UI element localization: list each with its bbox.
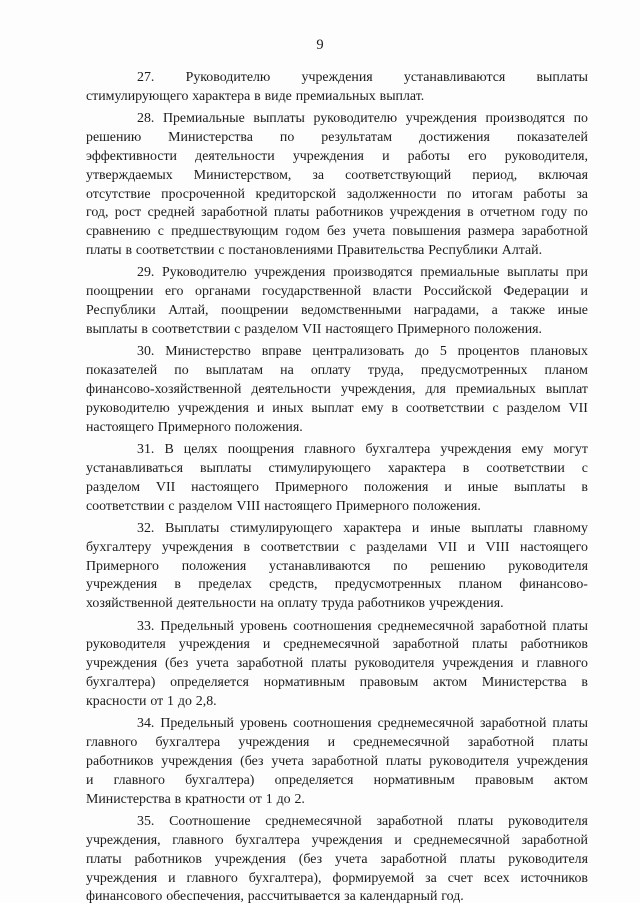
paragraph-line: 27. Руководителю учреждения устанавливаются выплаты xyxy=(137,70,588,85)
paragraph-line: хозяйственной деятельности на оплату труда работников учреждения. xyxy=(86,596,504,612)
paragraph-line: 35. Соотношение среднемесячной заработной платы руководителя xyxy=(137,814,588,830)
paragraph xyxy=(86,110,588,261)
paragraph-line: платы в соответствии с постановлениями Правительства Республики Алтай. xyxy=(86,243,543,259)
paragraph-line: соответствии с разделом VIII настоящего Примерного положения. xyxy=(86,498,481,514)
paragraph-line: учреждения (без учета заработной платы руководителя учреждения и главного xyxy=(86,656,588,672)
paragraph-line: сравнению с предшествующим годом без учета повышения размера заработной xyxy=(86,224,588,240)
paragraph-line: устанавливаться выплаты стимулирующего характера в соответствии с xyxy=(86,460,588,476)
paragraph xyxy=(86,715,588,809)
paragraph-line: и главного бухгалтера) определяется нормативным правовым актом xyxy=(86,772,588,788)
paragraph-line: Республики Алтай, поощрении ведомственными наградами, а также иные xyxy=(86,303,588,319)
paragraph-line: решению Министерства по результатам достижения показателей xyxy=(86,130,588,146)
paragraph-line: 33. Предельный уровень соотношения среднемесячной заработной платы xyxy=(137,618,588,634)
paragraph-line: бухгалтеру учреждения в соответствии с разделами VII и VIII настоящего xyxy=(86,539,588,555)
paragraph-line: стимулирующего характера в виде премиальных выплат. xyxy=(86,88,425,104)
page-number: 9 xyxy=(316,37,324,53)
paragraph-line: Примерного положения устанавливаются по решению руководителя xyxy=(86,558,588,574)
paragraph-line: эффективности деятельности учреждения и работы его руководителя, xyxy=(86,148,588,164)
paragraph-line: показателей по выплатам на оплату труда, предусмотренных планом xyxy=(86,363,588,379)
paragraph-line: год, рост средней заработной платы работников учреждения в отчетном году по xyxy=(86,205,588,221)
paragraph-line: руководителю учреждения и иных выплат ему в соответствии с разделом VII xyxy=(86,400,588,416)
paragraph xyxy=(86,618,588,712)
paragraph-line: Министерства в кратности от 1 до 2. xyxy=(86,791,305,807)
paragraph-line: красности от 1 до 2,8. xyxy=(86,694,217,709)
paragraph xyxy=(86,520,588,614)
paragraph xyxy=(86,264,588,339)
paragraph-line: финансового обеспечения, рассчитывается за календарный год. xyxy=(86,889,464,905)
paragraph-line: отсутствие просроченной кредиторской задолженности по итогам работы за xyxy=(86,186,588,202)
paragraph xyxy=(86,813,588,907)
paragraph-line: 30. Министерство вправе централизовать до 5 процентов плановых xyxy=(137,344,588,360)
paragraph-line: учреждения, главного бухгалтера учреждения и среднемесячной заработной xyxy=(86,832,588,848)
paragraph-line: 29. Руководителю учреждения производятся премиальные выплаты при xyxy=(137,265,588,281)
paragraph-line: 34. Предельный уровень соотношения среднемесячной заработной платы xyxy=(137,716,588,732)
document-body xyxy=(86,69,588,907)
paragraph-line: руководителя учреждения и среднемесячной заработной платы работников xyxy=(86,637,588,653)
paragraph-line: бухгалтера) определяется нормативным правовым актом Министерства в xyxy=(86,675,588,691)
paragraph-line: учреждения в пределах средств, предусмотренных планом финансово- xyxy=(86,577,588,593)
paragraph-line: 28. Премиальные выплаты руководителю учреждения производятся по xyxy=(137,111,588,127)
paragraph-line: 31. В целях поощрения главного бухгалтера учреждения ему могут xyxy=(137,442,588,458)
paragraph-line: настоящего Примерного положения. xyxy=(86,419,303,435)
paragraph xyxy=(86,343,588,437)
paragraph-line: выплаты в соответствии с разделом VII настоящего Примерного положения. xyxy=(86,321,543,337)
paragraph-line: разделом VII настоящего Примерного положения и иные выплаты в xyxy=(86,479,588,495)
paragraph-line: поощрении его органами государственной власти Российской Федерации и xyxy=(86,284,588,300)
paragraph xyxy=(86,441,588,516)
paragraph-line: учреждения и главного бухгалтера), формируемой за счет всех источников xyxy=(86,870,588,886)
paragraph-line: утверждаемых Министерством, за соответствующий период, включая xyxy=(86,167,588,183)
paragraph-line: 32. Выплаты стимулирующего характера и иные выплаты главному xyxy=(137,520,588,536)
paragraph-line: платы работников учреждения (без учета заработной платы руководителя xyxy=(86,851,588,867)
paragraph xyxy=(86,69,588,107)
paragraph-line: финансово-хозяйственной деятельности учреждения, для премиальных выплат xyxy=(86,382,588,397)
paragraph-line: работников учреждения (без учета заработной платы руководителя учреждения xyxy=(86,754,588,770)
paragraph-line: главного бухгалтера учреждения и среднемесячной заработной платы xyxy=(86,735,588,751)
